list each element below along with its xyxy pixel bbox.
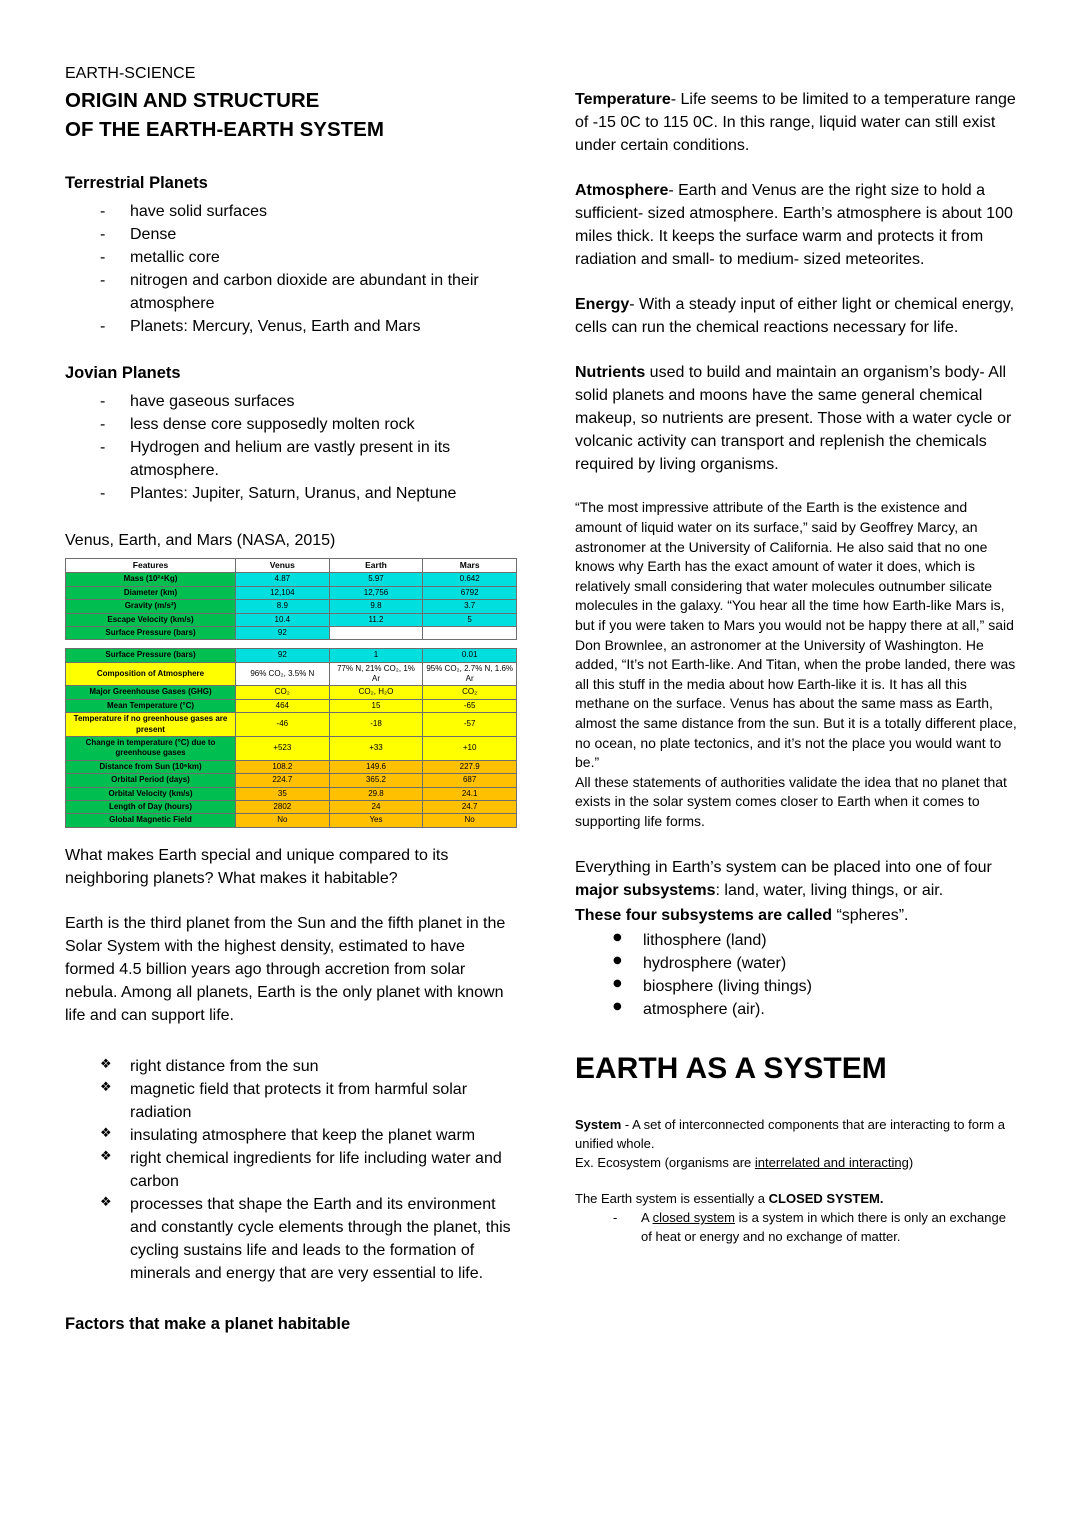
value-cell: 365.2 bbox=[329, 774, 423, 787]
value-cell: 24 bbox=[329, 800, 423, 813]
jovian-planets-list bbox=[65, 390, 517, 505]
spheres-intro-bold: These four subsystems are called bbox=[575, 906, 837, 924]
value-cell: -46 bbox=[236, 713, 330, 737]
feature-cell: Change in temperature (°C) due to greenhouse gases bbox=[66, 737, 236, 761]
temperature-text: - Life seems to be limited to a temperature range of -15 0C to 115 0C. In this range, liquid water can still exist under certain conditions. bbox=[575, 91, 1016, 155]
list-item: - have gaseous surfaces bbox=[65, 390, 517, 413]
energy-paragraph bbox=[575, 293, 1017, 339]
value-cell: 3.7 bbox=[423, 600, 517, 613]
value-cell: 4.87 bbox=[236, 573, 330, 586]
table-row bbox=[66, 662, 517, 686]
value-cell: 12,104 bbox=[236, 586, 330, 599]
terrestrial-planets-list bbox=[65, 200, 517, 338]
feature-cell: Distance from Sun (10⁶km) bbox=[66, 760, 236, 773]
feature-cell: Orbital Velocity (km/s) bbox=[66, 787, 236, 800]
quote-conclusion: All these statements of authorities validate the idea that no planet that exists in the solar system comes closer to Earth when it comes to supporting life forms. bbox=[575, 773, 1007, 829]
question-paragraph: What makes Earth special and unique compared to its neighboring planets? What makes it habitable? bbox=[65, 846, 449, 887]
value-cell: 1 bbox=[329, 649, 423, 662]
quote-body: “The most impressive attribute of the Earth is the existence and amount of liquid water on its surface,” said by Geoffrey Marcy, an astronomer at the University of California. He also said that no one knows why Earth has the exact amount of water it does, which is relatively small considering that water molecules outnumber silicate molecules in the galaxy. “You hear all the time how Earth-like Mars is, but if you were taken to Mars you would not be happy there at all,” said Don Brownlee, an astronomer at the University of Washington. He added, “It’s not Earth-like. And Titan, when the probe landed, there was all this stuff in the media about how Earth-like it is. It has all this methane on the surface. Venus has about the same mass as Earth, almost the same distance from the sun. But it is a totally different place, no ocean, no plate tectonics, and it’s not the place you would want to be.” bbox=[575, 499, 1017, 771]
value-cell: 224.7 bbox=[236, 774, 330, 787]
table-row bbox=[66, 613, 517, 626]
column-header: Venus bbox=[236, 559, 330, 573]
column-header: Earth bbox=[329, 559, 423, 573]
spheres-intro bbox=[575, 904, 1017, 927]
value-cell: 24.7 bbox=[423, 800, 517, 813]
feature-cell: Surface Pressure (bars) bbox=[66, 626, 236, 639]
value-cell: 108.2 bbox=[236, 760, 330, 773]
feature-cell: Major Greenhouse Gases (GHG) bbox=[66, 686, 236, 699]
nutrients-text: used to build and maintain an organism’s body- All solid planets and moons have the same general chemical makeup, so nutrients are present. Those with a water cycle or volcanic activity can transport and replenish the chemicals required by living organisms. bbox=[575, 364, 1012, 474]
feature-cell: Composition of Atmosphere bbox=[66, 662, 236, 686]
feature-cell: Mass (10²⁴Kg) bbox=[66, 573, 236, 586]
value-cell: 227.9 bbox=[423, 760, 517, 773]
closed-definition-text bbox=[641, 1210, 1006, 1244]
subsystems-bold: major subsystems bbox=[575, 881, 716, 899]
table-row bbox=[66, 774, 517, 787]
table-caption: Venus, Earth, and Mars (NASA, 2015) bbox=[65, 532, 336, 550]
table-row bbox=[66, 737, 517, 761]
list-item: - metallic core bbox=[65, 246, 517, 269]
ecosystem-text-pre: Ex. Ecosystem (organisms are bbox=[575, 1154, 755, 1170]
left-column bbox=[65, 62, 517, 1495]
feature-cell: Global Magnetic Field bbox=[66, 814, 236, 827]
nutrients-lead: Nutrients bbox=[575, 364, 646, 382]
value-cell: 0.642 bbox=[423, 573, 517, 586]
list-item: - Planets: Mercury, Venus, Earth and Mars bbox=[65, 315, 517, 338]
ecosystem-underlined-text: interrelated and interacting bbox=[754, 1154, 909, 1170]
energy-lead: Energy bbox=[575, 296, 630, 314]
value-cell: Yes bbox=[329, 814, 423, 827]
spheres-list bbox=[575, 929, 1017, 1021]
nutrients-paragraph bbox=[575, 361, 1017, 476]
value-cell bbox=[423, 626, 517, 639]
feature-cell: Orbital Period (days) bbox=[66, 774, 236, 787]
value-cell: 92 bbox=[236, 649, 330, 662]
earth-intro-paragraph: Earth is the third planet from the Sun and the fifth planet in the Solar System with the highest density, estimated to have formed 4.5 billion years ago through accretion from solar nebula. Among all planets, Earth is the only planet with known life and can support life. bbox=[65, 914, 506, 1024]
feature-cell: Surface Pressure (bars) bbox=[66, 649, 236, 662]
value-cell: 9.8 bbox=[329, 600, 423, 613]
list-item: - Dense bbox=[65, 223, 517, 246]
list-item: - Plantes: Jupiter, Saturn, Uranus, and Neptune bbox=[65, 482, 517, 505]
atmosphere-lead: Atmosphere bbox=[575, 182, 669, 200]
table-row bbox=[66, 699, 517, 712]
value-cell: No bbox=[423, 814, 517, 827]
value-cell: +523 bbox=[236, 737, 330, 761]
table-row bbox=[66, 649, 517, 662]
closed-def-underlined: closed system bbox=[652, 1210, 735, 1226]
list-item: - less dense core supposedly molten rock bbox=[65, 413, 517, 436]
value-cell: 77% N, 21% CO₂, 1% Ar bbox=[329, 662, 423, 686]
table-row bbox=[66, 686, 517, 699]
value-cell: 5 bbox=[423, 613, 517, 626]
table-row bbox=[66, 600, 517, 613]
value-cell: 11.2 bbox=[329, 613, 423, 626]
jovian-planets-heading: Jovian Planets bbox=[65, 364, 181, 383]
value-cell: +10 bbox=[423, 737, 517, 761]
document-title-line1: ORIGIN AND STRUCTURE bbox=[65, 89, 320, 113]
value-cell: 8.9 bbox=[236, 600, 330, 613]
atmosphere-paragraph bbox=[575, 179, 1017, 271]
feature-cell: Diameter (km) bbox=[66, 586, 236, 599]
subsystems-text-post: : land, water, living things, or air. bbox=[715, 881, 944, 899]
list-item: ● atmosphere (air). bbox=[575, 998, 1017, 1021]
subsystems-text-pre: Everything in Earth’s system can be placed into one of four bbox=[575, 858, 992, 876]
document-title bbox=[65, 87, 517, 144]
system-definition-text: - A set of interconnected components that are interacting to form a unified whole. bbox=[575, 1116, 1005, 1151]
table-row bbox=[66, 626, 517, 639]
list-item: ❖ processes that shape the Earth and its environment and constantly cycle elements through the planet, this cycling sustains life and leads to the formation of minerals and energy that are very essential to life. bbox=[65, 1193, 517, 1285]
planet-comparison-table-top bbox=[65, 558, 517, 640]
table-row bbox=[66, 814, 517, 827]
closed-def-post: is a system in which there is only an exchange of heat or energy and no exchange of matter. bbox=[641, 1210, 1006, 1245]
value-cell: -57 bbox=[423, 713, 517, 737]
ecosystem-text-post: ) bbox=[908, 1154, 914, 1170]
feature-cell: Mean Temperature (°C) bbox=[66, 699, 236, 712]
value-cell: 6792 bbox=[423, 586, 517, 599]
column-header: Features bbox=[66, 559, 236, 573]
temperature-paragraph bbox=[575, 88, 1017, 157]
earth-as-system-heading: EARTH AS A SYSTEM bbox=[575, 1051, 887, 1085]
column-header: Mars bbox=[423, 559, 517, 573]
value-cell: 10.4 bbox=[236, 613, 330, 626]
document-kicker: EARTH-SCIENCE bbox=[65, 65, 196, 82]
value-cell: 96% CO₂, 3.5% N bbox=[236, 662, 330, 686]
closed-system-definition bbox=[575, 1209, 1017, 1247]
system-definition bbox=[575, 1116, 1017, 1154]
value-cell: 464 bbox=[236, 699, 330, 712]
list-item: ❖ insulating atmosphere that keep the planet warm bbox=[65, 1124, 517, 1147]
table-row bbox=[66, 713, 517, 737]
spheres-intro-text: “spheres”. bbox=[836, 906, 909, 924]
subsystems-paragraph bbox=[575, 856, 1017, 902]
value-cell: 0.01 bbox=[423, 649, 517, 662]
list-item: ❖ magnetic field that protects it from harmful solar radiation bbox=[65, 1078, 517, 1124]
list-item: ❖ right chemical ingredients for life including water and carbon bbox=[65, 1147, 517, 1193]
value-cell bbox=[329, 626, 423, 639]
table-row bbox=[66, 800, 517, 813]
feature-cell: Length of Day (hours) bbox=[66, 800, 236, 813]
table-row bbox=[66, 787, 517, 800]
value-cell: -18 bbox=[329, 713, 423, 737]
document-title-line2: OF THE EARTH-EARTH SYSTEM bbox=[65, 117, 384, 141]
value-cell: 92 bbox=[236, 626, 330, 639]
closed-def-pre: A bbox=[641, 1210, 653, 1226]
list-item: - Hydrogen and helium are vastly present in its atmosphere. bbox=[65, 436, 517, 482]
atmosphere-text: - Earth and Venus are the right size to hold a sufficient- sized atmosphere. Earth’s atmosphere is about 100 miles thick. It keeps the surface warm and protects it from radiation and small- to medium- sized meteorites. bbox=[575, 182, 1013, 269]
factors-heading: Factors that make a planet habitable bbox=[65, 1315, 351, 1334]
right-column bbox=[575, 62, 1017, 1495]
temperature-lead: Temperature bbox=[575, 91, 671, 108]
value-cell: 29.8 bbox=[329, 787, 423, 800]
feature-cell: Temperature if no greenhouse gases are present bbox=[66, 713, 236, 737]
planet-comparison-table-bottom bbox=[65, 648, 517, 827]
value-cell: -65 bbox=[423, 699, 517, 712]
feature-cell: Escape Velocity (km/s) bbox=[66, 613, 236, 626]
value-cell: 24.1 bbox=[423, 787, 517, 800]
value-cell: CO₂, H₂O bbox=[329, 686, 423, 699]
energy-text: - With a steady input of either light or chemical energy, cells can run the chemical reactions necessary for life. bbox=[575, 296, 1015, 337]
feature-cell: Gravity (m/s²) bbox=[66, 600, 236, 613]
value-cell: 687 bbox=[423, 774, 517, 787]
authorities-quote bbox=[575, 498, 1017, 831]
dash-marker: - bbox=[613, 1210, 618, 1226]
value-cell: +33 bbox=[329, 737, 423, 761]
value-cell: 2802 bbox=[236, 800, 330, 813]
value-cell: No bbox=[236, 814, 330, 827]
value-cell: CO₂ bbox=[423, 686, 517, 699]
list-item: ● biosphere (living things) bbox=[575, 975, 1017, 998]
terrestrial-planets-heading: Terrestrial Planets bbox=[65, 174, 208, 193]
closed-system-line bbox=[575, 1190, 1017, 1209]
list-item: ● lithosphere (land) bbox=[575, 929, 1017, 952]
table-row bbox=[66, 586, 517, 599]
value-cell: 15 bbox=[329, 699, 423, 712]
value-cell: CO₂ bbox=[236, 686, 330, 699]
table-row bbox=[66, 573, 517, 586]
value-cell: 149.6 bbox=[329, 760, 423, 773]
table-row bbox=[66, 760, 517, 773]
system-definition-lead: System bbox=[575, 1116, 622, 1132]
table-header-row bbox=[66, 559, 517, 573]
habitable-factors-list bbox=[65, 1055, 517, 1285]
list-item: ❖ right distance from the sun bbox=[65, 1055, 517, 1078]
value-cell: 12,756 bbox=[329, 586, 423, 599]
closed-system-text: The Earth system is essentially a bbox=[575, 1191, 769, 1207]
value-cell: 5.97 bbox=[329, 573, 423, 586]
list-item: - have solid surfaces bbox=[65, 200, 517, 223]
list-item: ● hydrosphere (water) bbox=[575, 952, 1017, 975]
ecosystem-example bbox=[575, 1154, 1017, 1173]
value-cell: 35 bbox=[236, 787, 330, 800]
value-cell: 95% CO₂, 2.7% N, 1.6% Ar bbox=[423, 662, 517, 686]
closed-system-bold: CLOSED SYSTEM. bbox=[768, 1191, 884, 1207]
list-item: - nitrogen and carbon dioxide are abundant in their atmosphere bbox=[65, 269, 517, 315]
